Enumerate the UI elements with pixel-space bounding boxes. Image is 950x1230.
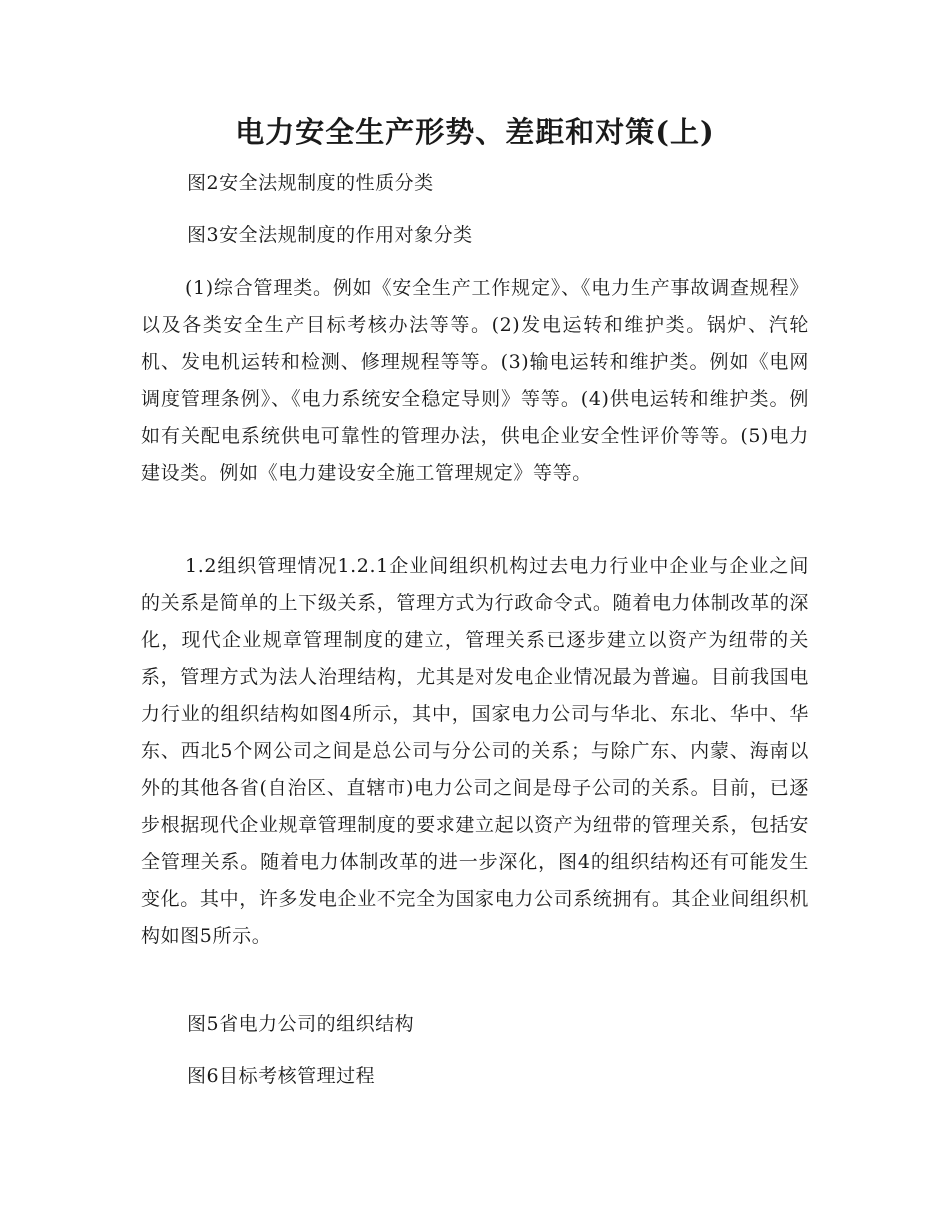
body-paragraph-2: 1.2组织管理情况1.2.1企业间组织机构过去电力行业中企业与企业之间的关系是简单的上下级关系，管理方式为行政命令式。随着电力体制改革的深化，现代企业规章管理制度的建立，管理关系已逐步建立以资产为纽带的关系，管理方式为法人治理结构，尤其是对发电企业情况最为普遍。目前我国电力行业的组织结构如图4所示，其中，国家电力公司与华北、东北、华中、华东、西北5个网公司之间是总公司与分公司的关系；与除广东、内蒙、海南以外的其他各省(自治区、直辖市)电力公司之间是母子公司的关系。目前，已逐步根据现代企业规章管理制度的要求建立起以资产为纽带的管理关系，包括安全管理关系。随着电力体制改革的进一步深化，图4的组织结构还有可能发生变化。其中，许多发电企业不完全为国家电力公司系统拥有。其企业间组织机构如图5所示。 <box>141 555 809 947</box>
figure-caption-2: 图2安全法规制度的性质分类 <box>187 172 434 194</box>
document-title: 电力安全生产形势、差距和对策(上) <box>235 115 715 149</box>
body-paragraph-1: (1)综合管理类。例如《安全生产工作规定》、《电力生产事故调查规程》以及各类安全生产目标考核办法等等。(2)发电运转和维护类。锅炉、汽轮机、发电机运转和检测、修理规程等等。(3)输电运转和维护类。例如《电网调度管理条例》、《电力系统安全稳定导则》等等。(4)供电运转和维护类。例如有关配电系统供电可靠性的管理办法，供电企业安全性评价等等。(5)电力建设类。例如《电力建设安全施工管理规定》等等。 <box>141 277 809 484</box>
figure-caption-5: 图5省电力公司的组织结构 <box>187 1013 415 1035</box>
figure-caption-6: 图6目标考核管理过程 <box>187 1065 376 1087</box>
figure-caption-3: 图3安全法规制度的作用对象分类 <box>187 224 473 246</box>
